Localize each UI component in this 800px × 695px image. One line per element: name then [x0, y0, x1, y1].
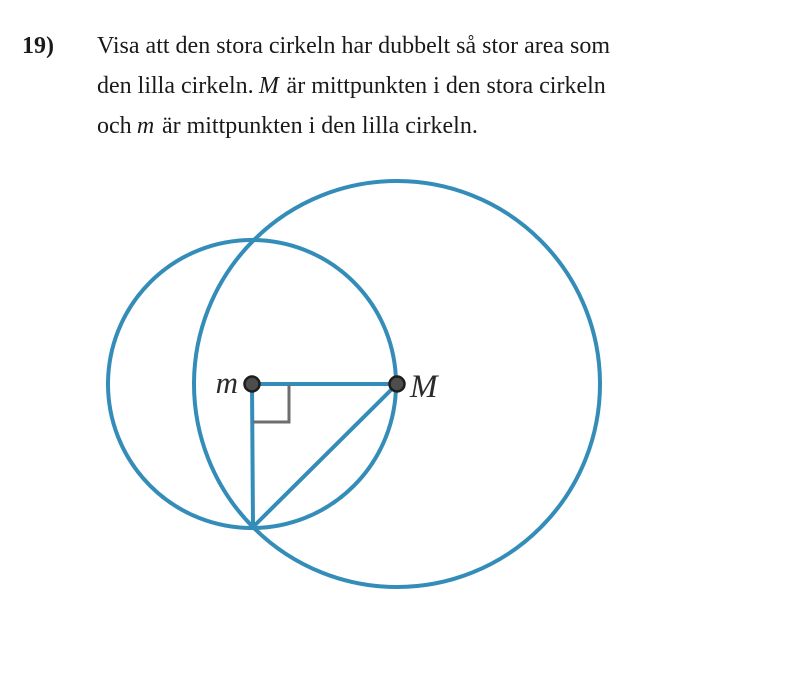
right-angle-marker	[253, 385, 289, 422]
point-m-dot	[245, 377, 260, 392]
text-segment: är mittpunkten i den lilla cirkeln.	[161, 113, 478, 139]
problem-statement	[22, 26, 762, 146]
text-segment: är mittpunkten i den stora cirkeln	[286, 73, 606, 99]
segment-m-to-intersection	[252, 384, 253, 527]
problem-text-line-1	[97, 26, 762, 66]
point-M-dot	[390, 377, 405, 392]
point-M-label: M	[410, 369, 438, 405]
text-segment: och	[97, 113, 132, 139]
math-symbol-m: m	[136, 113, 155, 139]
math-symbol-M: M	[258, 73, 279, 99]
problem-number: 19)	[22, 33, 54, 59]
problem-text-line-2	[97, 66, 762, 106]
problem-text	[97, 26, 762, 146]
point-m-label: m	[215, 365, 238, 400]
text-segment: Visa att den stora cirkeln har dubbelt så stor area som	[97, 33, 611, 59]
problem-text-line-3	[97, 106, 762, 146]
text-segment: den lilla cirkeln.	[97, 73, 254, 99]
